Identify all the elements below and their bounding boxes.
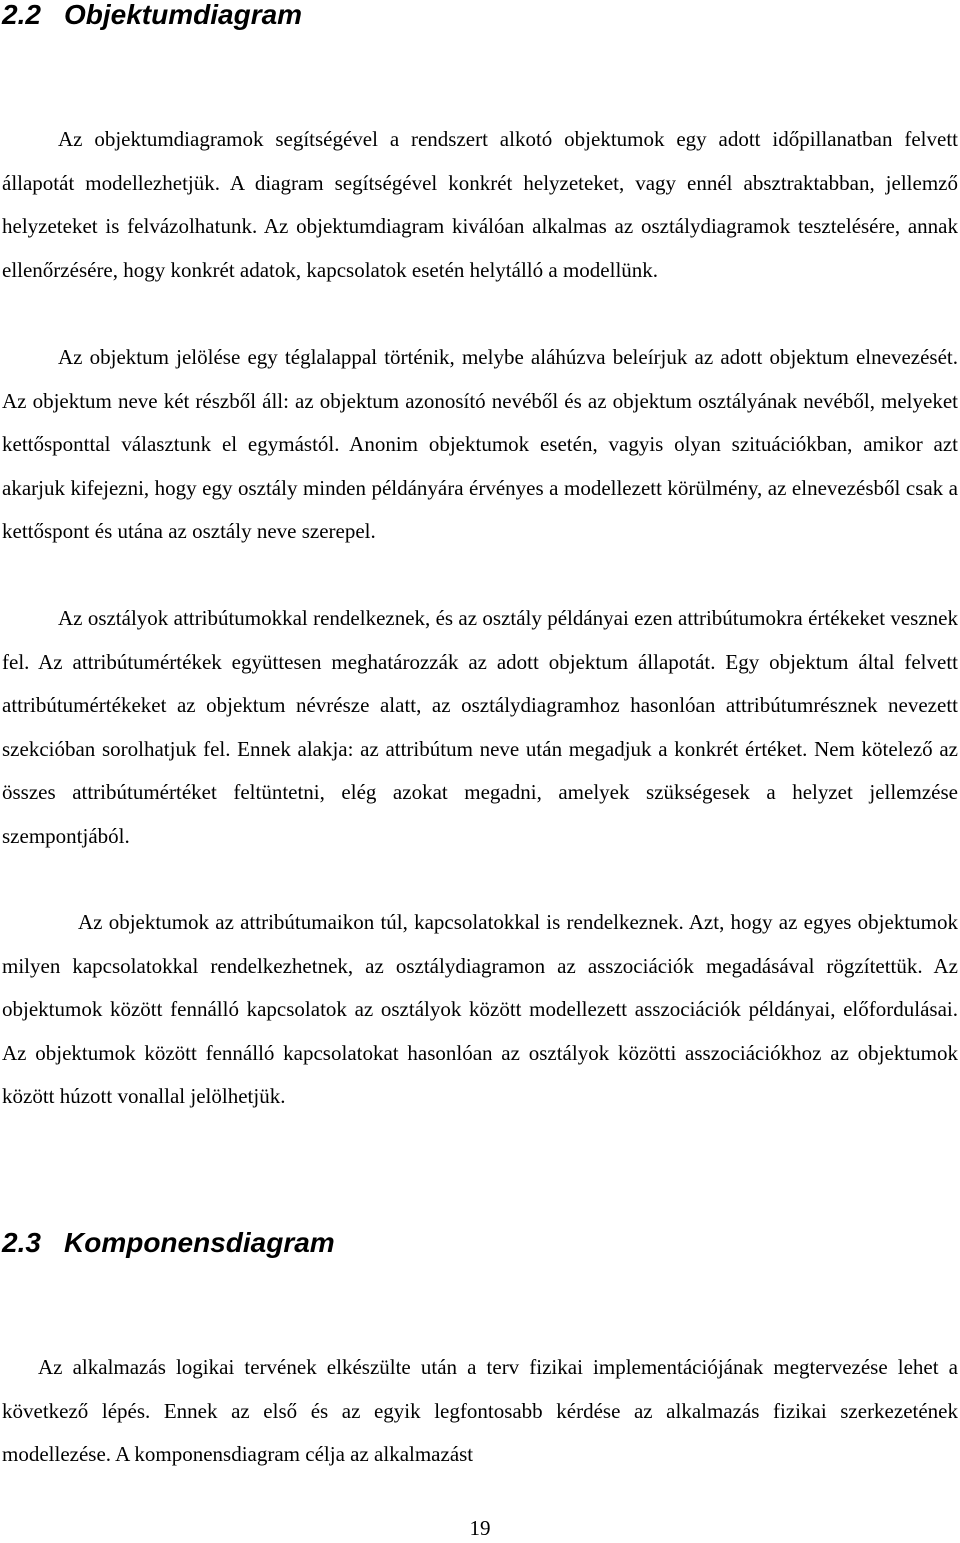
paragraph xyxy=(2,1346,958,1477)
section-title: Komponensdiagram xyxy=(64,1227,335,1258)
paragraph-text: Az alkalmazás logikai tervének elkészülte után a terv fizikai implementációjának megtervezése lehet a következő lépés. Ennek az első és az egyik legfontosabb kérdése az alkalmazás fizikai szerkezetének modellezése. A komponensdiagram célja az alkalmazást xyxy=(2,1355,958,1466)
paragraph xyxy=(2,118,958,292)
paragraph-text: Az osztályok attribútumokkal rendelkeznek, és az osztály példányai ezen attribútumokra értékeket vesznek fel. Az attribútumértékek együttesen meghatározzák az adott objektum állapotát. Egy objektum által felvett attribútumértékeket az objektum névrésze alatt, az osztálydiagramhoz hasonlóan attribútumrésznek nevezett szekcióban sorolhatjuk fel. Ennek alakja: az attribútum neve után megadjuk a konkrét értéket. Nem kötelező az összes attribútumértéket feltüntetni, elég azokat megadni, amelyek szükségesek a helyzet jellemzése szempontjából. xyxy=(2,606,958,848)
section-number: 2.2 xyxy=(2,0,41,30)
section-heading-2-3 xyxy=(2,1228,335,1258)
paragraph-text: Az objektumok az attribútumaikon túl, kapcsolatokkal is rendelkeznek. Azt, hogy az egyes objektumok milyen kapcsolatokkal rendelkezhetnek, az osztálydiagramon az asszociációk megadásával rögzítettük. Az objektumok között fennálló kapcsolatok az osztályok között modellezett asszociációk példányai, előfordulásai. Az objektumok között fennálló kapcsolatokat hasonlóan az osztályok közötti asszociációkhoz az objektumok között húzott vonallal jelölhetjük. xyxy=(2,910,958,1108)
paragraph xyxy=(2,901,958,1119)
section-title: Objektumdiagram xyxy=(64,0,303,30)
page-number: 19 xyxy=(469,1516,491,1540)
paragraph-text: Az objektum jelölése egy téglalappal történik, melybe aláhúzva beleírjuk az adott objektum elnevezését. Az objektum neve két részből áll: az objektum azonosító nevéből és az objektum osztályának nevéből, melyeket kettősponttal választunk el egymástól. Anonim objektumok esetén, vagyis olyan szituációkban, amikor azt akarjuk kifejezni, hogy egy osztály minden példányára érvényes a modellezett körülmény, az elnevezésből csak a kettőspont és utána az osztály neve szerepel. xyxy=(2,345,958,543)
paragraph xyxy=(2,336,958,554)
section-heading-2-2 xyxy=(2,0,302,30)
paragraph xyxy=(2,597,958,858)
section-number: 2.3 xyxy=(2,1227,41,1258)
paragraph-text: Az objektumdiagramok segítségével a rendszert alkotó objektumok egy adott időpillanatban felvett állapotát modellezhetjük. A diagram segítségével konkrét helyzeteket, vagy ennél absztraktabban, jellemző helyzeteket is felvázolhatunk. Az objektumdiagram kiválóan alkalmas az osztálydiagramok tesztelésére, annak ellenőrzésére, hogy konkrét adatok, kapcsolatok esetén helytálló a modellünk. xyxy=(2,127,958,282)
